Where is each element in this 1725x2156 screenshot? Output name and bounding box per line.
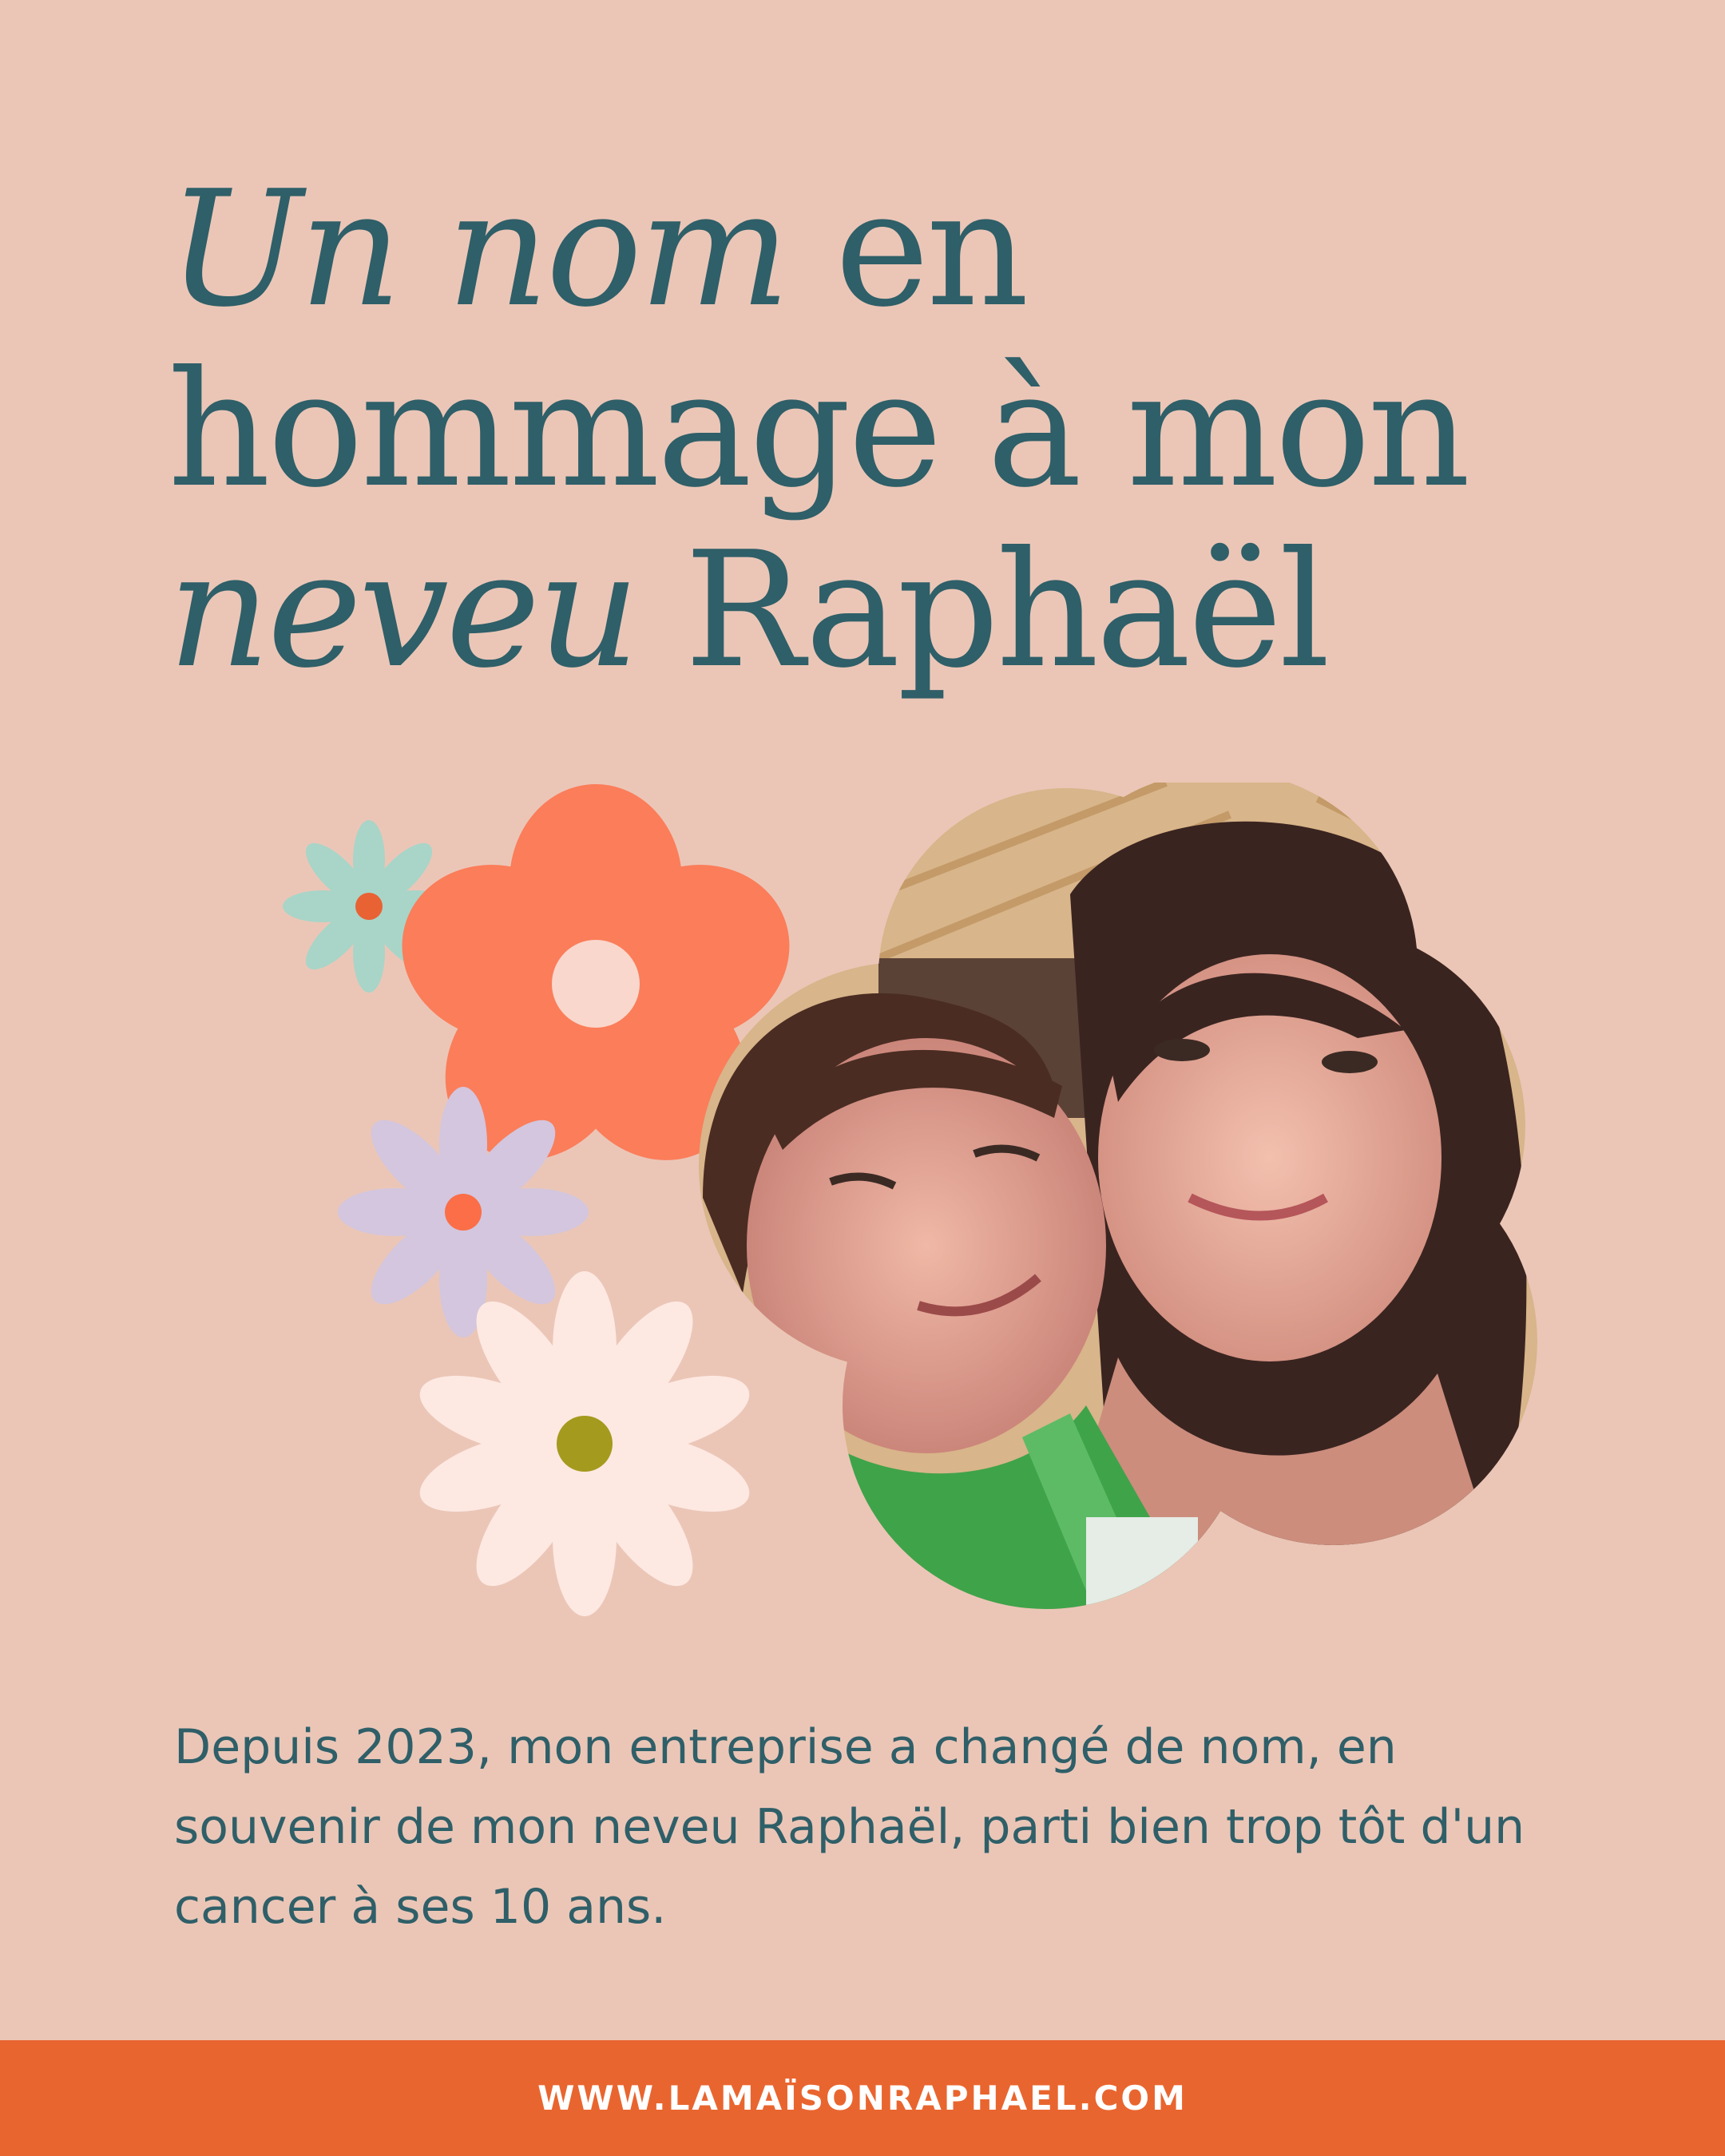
headline — [168, 157, 1645, 703]
headline-italic-3: neveu — [168, 517, 637, 703]
lavender-flower-icon — [338, 1087, 589, 1338]
headline-regular-1: en — [787, 157, 1026, 343]
website-link[interactable]: WWW.LAMAÏSONRAPHAEL.COM — [537, 2079, 1188, 2118]
headline-line-1 — [168, 157, 1645, 343]
flowers-and-photo — [0, 783, 1725, 1629]
family-photo — [679, 783, 1557, 1629]
footer-bar — [0, 2040, 1725, 2156]
headline-line-2: hommage à mon — [168, 337, 1468, 523]
headline-line-3 — [168, 517, 1645, 703]
body-text: Depuis 2023, mon entreprise a changé de nom, en souvenir de mon neveu Raphaël, parti bien trop tôt d'un cancer à ses 10 ans. — [174, 1719, 1525, 1935]
headline-regular-3: Raphaël — [636, 517, 1327, 703]
headline-italic-1: Un nom — [168, 157, 787, 343]
